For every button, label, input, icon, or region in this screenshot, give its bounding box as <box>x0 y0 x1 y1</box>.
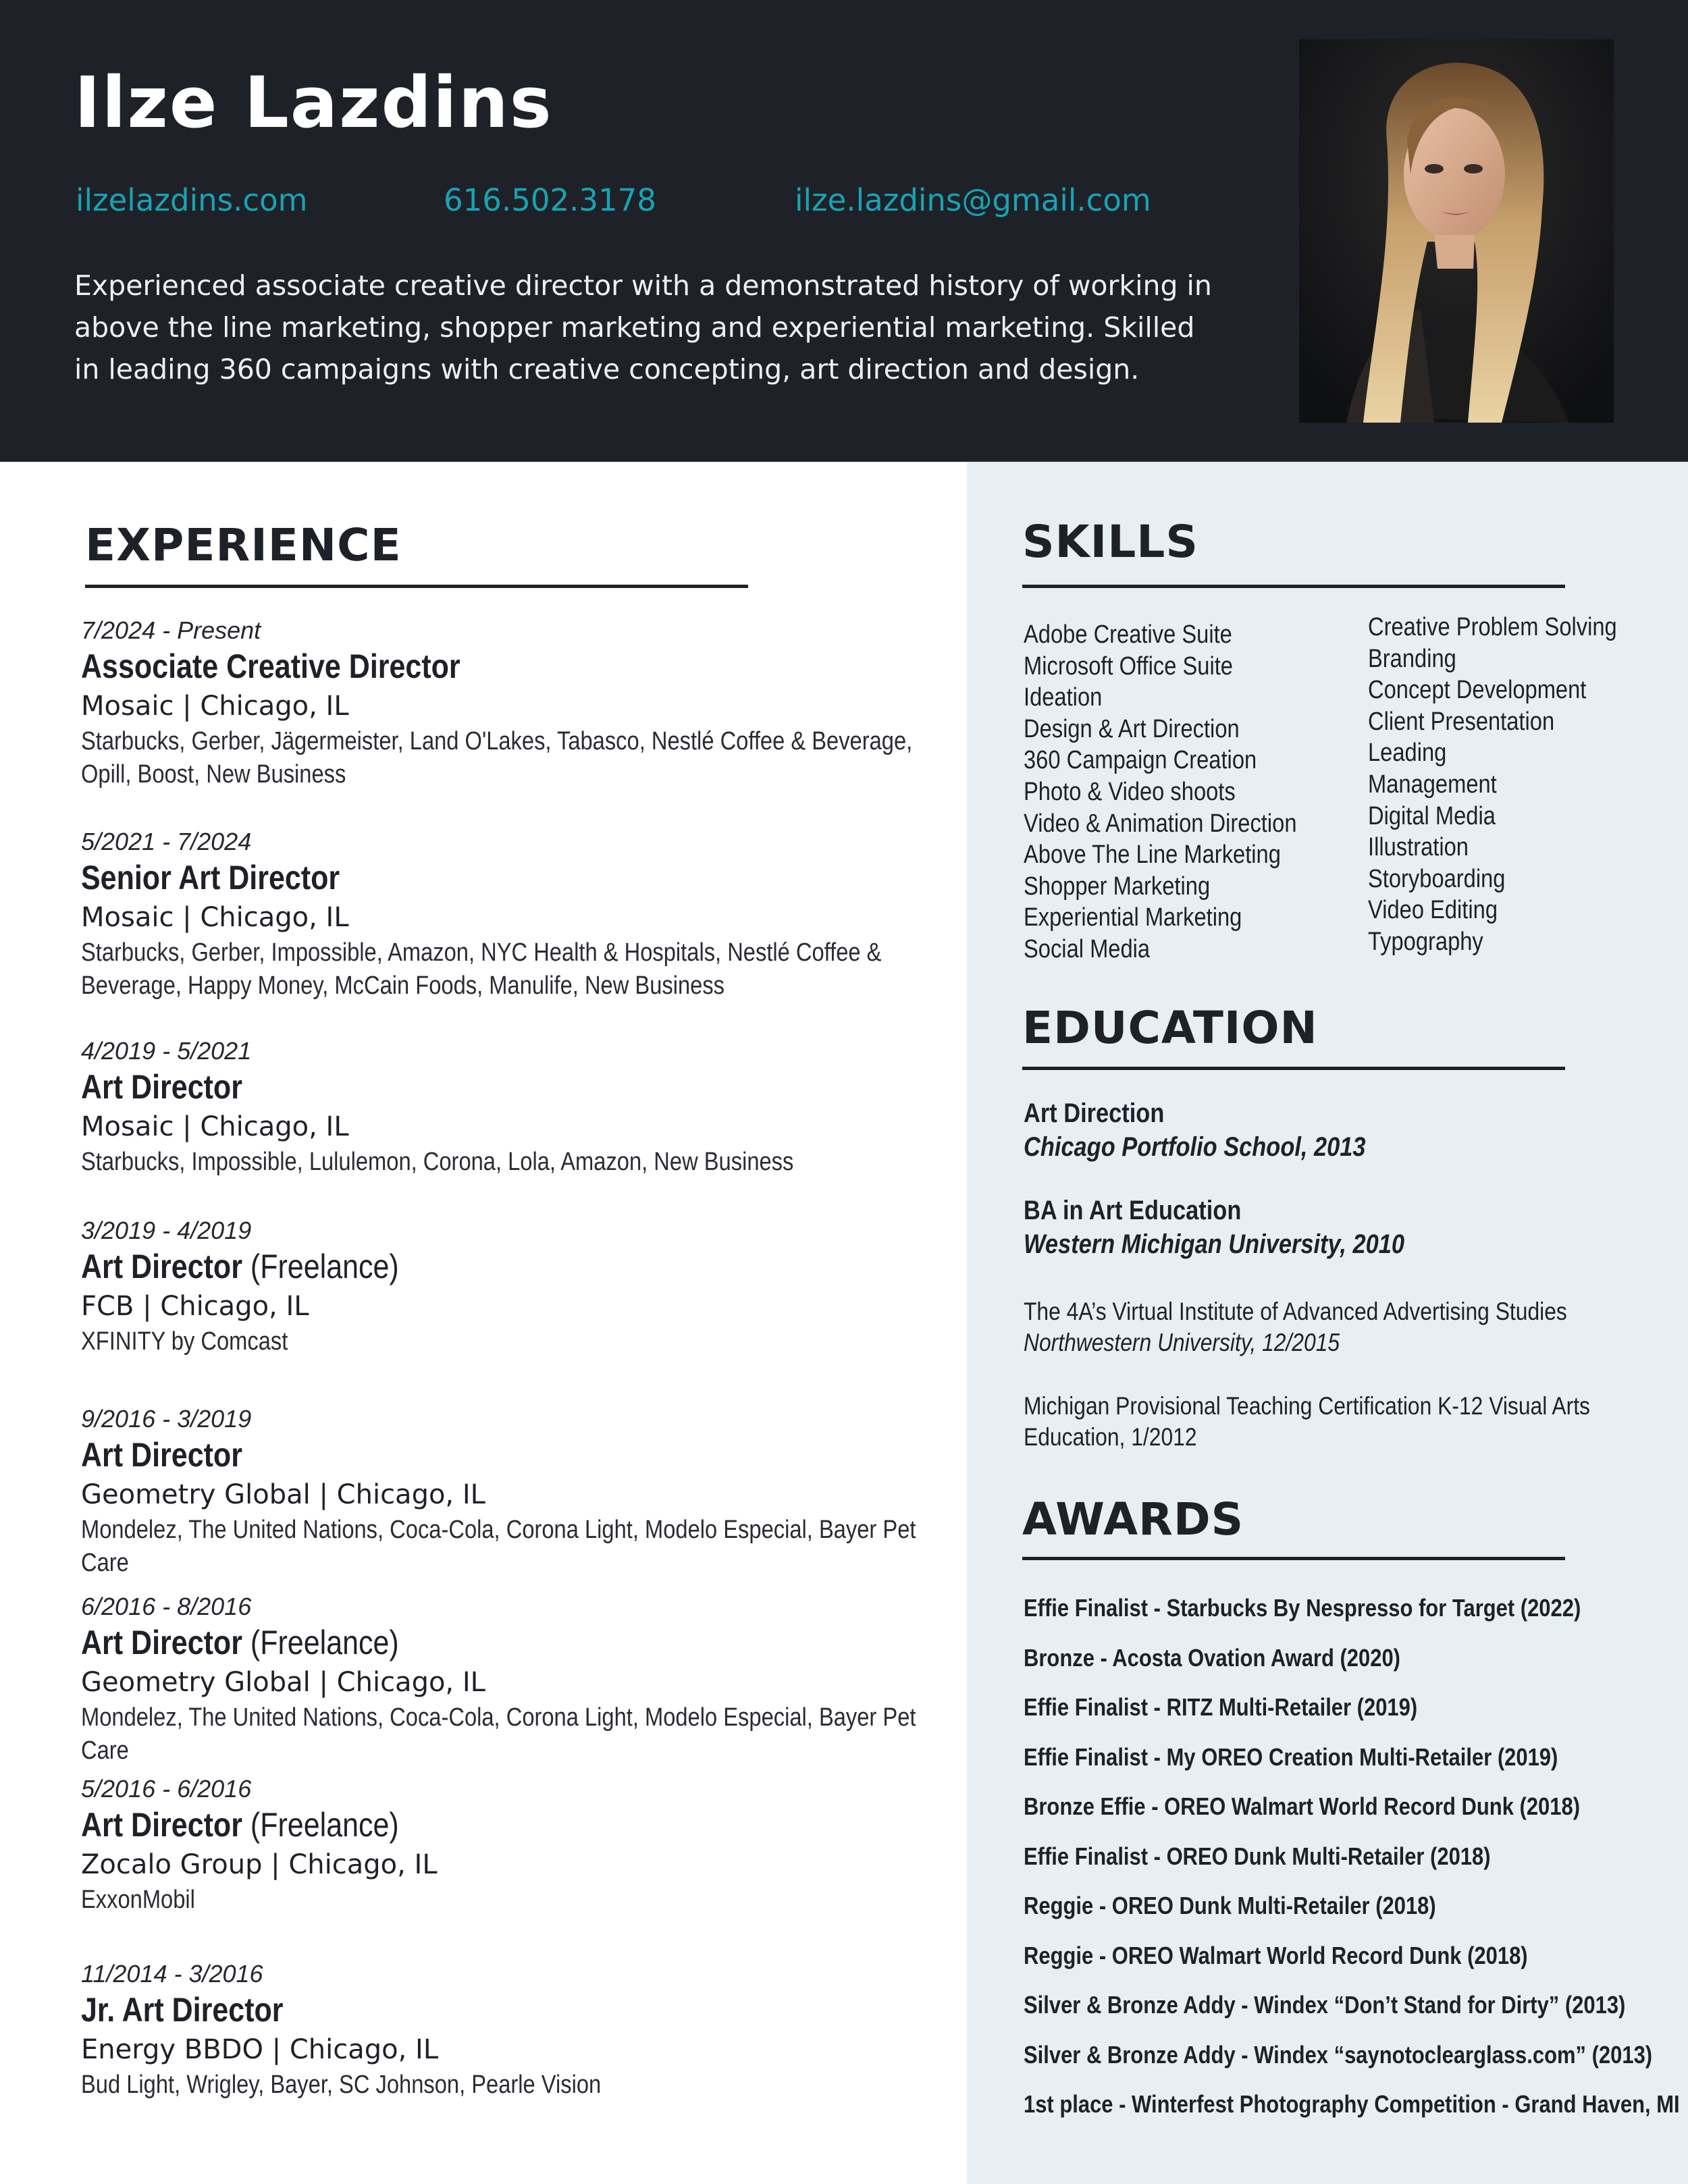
skills-heading: SKILLS <box>1022 516 1198 568</box>
job-company: Mosaic | Chicago, IL <box>81 902 349 933</box>
job-title: Art Director <box>81 1436 242 1474</box>
school-name: Chicago Portfolio School, 2013 <box>1024 1132 1366 1162</box>
job-title: Art Director <box>81 1068 242 1106</box>
skill-item: Adobe Creative Suite <box>1024 620 1232 649</box>
award-item: 1st place - Winterfest Photography Competition - Grand Haven, MI <box>1024 2090 1680 2118</box>
job-company: FCB | Chicago, IL <box>81 1291 309 1322</box>
skill-item: Digital Media <box>1368 801 1496 830</box>
job-title: Art Director (Freelance) <box>81 1624 399 1661</box>
job-date: 11/2014 - 3/2016 <box>81 1960 263 1988</box>
job-clients: Starbucks, Gerber, Jägermeister, Land O'Lakes, Tabasco, Nestlé Coffee & Beverage, Opill, Boost, New Business <box>81 727 913 789</box>
phone-number: 616.502.3178 <box>444 182 656 218</box>
skill-item: Photo & Video shoots <box>1024 777 1236 806</box>
job-title: Associate Creative Director <box>81 647 460 685</box>
experience-heading: EXPERIENCE <box>85 519 402 571</box>
job-clients: Mondelez, The United Nations, Coca-Cola, Corona Light, Modelo Especial, Bayer Pet Care <box>81 1516 916 1577</box>
degree-name: BA in Art Education <box>1024 1196 1242 1225</box>
skill-item: Design & Art Direction <box>1024 714 1240 743</box>
job-entry <box>81 1216 959 1358</box>
skill-item: Illustration <box>1368 833 1469 862</box>
skill-item: Experiential Marketing <box>1024 903 1242 932</box>
skill-item: Concept Development <box>1368 676 1587 705</box>
education-heading: EDUCATION <box>1022 1002 1318 1054</box>
job-date: 5/2021 - 7/2024 <box>81 828 252 855</box>
skills-list-right <box>1368 612 1658 958</box>
certification-entry <box>1024 1391 1658 1453</box>
certification-entry <box>1024 1296 1658 1358</box>
school-name: Western Michigan University, 2010 <box>1024 1229 1404 1259</box>
job-company: Geometry Global | Chicago, IL <box>81 1479 485 1510</box>
skills-divider <box>1022 585 1565 588</box>
skill-item: Ideation <box>1024 683 1103 712</box>
skill-item: Management <box>1368 770 1497 799</box>
degree-name: Art Direction <box>1024 1098 1165 1128</box>
job-title: Senior Art Director <box>81 859 340 897</box>
job-entry <box>81 1959 959 2102</box>
skill-item: Typography <box>1368 927 1483 956</box>
awards-divider <box>1022 1557 1565 1560</box>
skill-item: Microsoft Office Suite <box>1024 651 1233 681</box>
job-clients: ExxonMobil <box>81 1886 195 1914</box>
job-entry <box>81 827 959 1003</box>
award-item: Reggie - OREO Walmart World Record Dunk (2018) <box>1024 1941 1528 1969</box>
awards-list <box>1024 1583 1688 2129</box>
website-link[interactable]: ilzelazdins.com <box>76 182 308 218</box>
job-clients: Starbucks, Gerber, Impossible, Amazon, NYC Health & Hospitals, Nestlé Coffee & Beverage, Happy Money, McCain Foods, Manulife, New Business <box>81 938 882 1000</box>
skill-item: Above The Line Marketing <box>1024 841 1281 870</box>
education-entry <box>1024 1096 1658 1164</box>
job-entry <box>81 1592 959 1767</box>
job-date: 9/2016 - 3/2019 <box>81 1405 252 1433</box>
job-company: Mosaic | Chicago, IL <box>81 691 349 722</box>
award-item: Reggie - OREO Dunk Multi-Retailer (2018) <box>1024 1892 1436 1919</box>
job-date: 3/2019 - 4/2019 <box>81 1217 252 1244</box>
profile-summary: Experienced associate creative director with a demonstrated history of working in above the line marketing, shopper marketing and experiential marketing. Skilled in leading 360 campaigns with creative concepting, art direction and design. <box>74 269 1212 385</box>
job-company: Mosaic | Chicago, IL <box>81 1111 349 1142</box>
education-divider <box>1022 1067 1565 1070</box>
job-title: Art Director (Freelance) <box>81 1806 399 1844</box>
job-clients: Bud Light, Wrigley, Bayer, SC Johnson, Pearle Vision <box>81 2071 602 2099</box>
job-title: Art Director (Freelance) <box>81 1248 399 1285</box>
job-date: 6/2016 - 8/2016 <box>81 1593 252 1620</box>
skill-item: Video Editing <box>1368 896 1498 925</box>
job-clients: Starbucks, Impossible, Lululemon, Corona, Lola, Amazon, New Business <box>81 1148 794 1176</box>
skills-list-left <box>1024 619 1341 965</box>
skill-item: Client Presentation <box>1368 707 1555 736</box>
award-item: Effie Finalist - RITZ Multi-Retailer (2019) <box>1024 1693 1418 1721</box>
header-banner <box>0 0 1688 462</box>
award-item: Bronze Effie - OREO Walmart World Record Dunk (2018) <box>1024 1792 1581 1820</box>
job-clients: XFINITY by Comcast <box>81 1327 288 1356</box>
skill-item: Storyboarding <box>1368 864 1506 893</box>
certification-institution: Northwestern University, 12/2015 <box>1024 1329 1340 1356</box>
award-item: Effie Finalist - Starbucks By Nespresso for Target (2022) <box>1024 1594 1581 1622</box>
job-entry <box>81 616 959 791</box>
job-date: 5/2016 - 6/2016 <box>81 1775 252 1803</box>
certification-title: Michigan Provisional Teaching Certification K-12 Visual Arts Education, 1/2012 <box>1024 1392 1590 1451</box>
award-item: Silver & Bronze Addy - Windex “saynotoclearglass.com” (2013) <box>1024 2040 1653 2069</box>
job-company: Geometry Global | Chicago, IL <box>81 1667 485 1698</box>
email-link[interactable]: ilze.lazdins@gmail.com <box>795 182 1151 218</box>
resume-name: Ilze Lazdins <box>74 61 553 144</box>
job-company: Energy BBDO | Chicago, IL <box>81 2034 439 2065</box>
skill-item: Branding <box>1368 644 1456 673</box>
award-item: Effie Finalist - My OREO Creation Multi-Retailer (2019) <box>1024 1742 1558 1771</box>
job-entry <box>81 1404 959 1580</box>
job-entry <box>81 1774 959 1917</box>
job-date: 7/2024 - Present <box>81 616 261 644</box>
award-item: Silver & Bronze Addy - Windex “Don’t Stand for Dirty” (2013) <box>1024 1991 1626 2019</box>
skill-item: 360 Campaign Creation <box>1024 746 1257 775</box>
award-item: Bronze - Acosta Ovation Award (2020) <box>1024 1643 1400 1672</box>
award-item: Effie Finalist - OREO Dunk Multi-Retailer (2018) <box>1024 1842 1491 1870</box>
job-title: Jr. Art Director <box>81 1991 284 2029</box>
skill-item: Video & Animation Direction <box>1024 809 1297 838</box>
job-entry <box>81 1036 959 1179</box>
skill-item: Social Media <box>1024 934 1151 963</box>
education-entry <box>1024 1194 1658 1261</box>
awards-heading: AWARDS <box>1022 1493 1244 1545</box>
certification-title: The 4A’s Virtual Institute of Advanced Advertising Studies <box>1024 1298 1567 1325</box>
profile-photo <box>1299 39 1614 423</box>
job-company: Zocalo Group | Chicago, IL <box>81 1849 438 1880</box>
skill-item: Leading <box>1368 739 1447 768</box>
job-clients: Mondelez, The United Nations, Coca-Cola, Corona Light, Modelo Especial, Bayer Pet Care <box>81 1703 916 1765</box>
skill-item: Creative Problem Solving <box>1368 613 1617 641</box>
job-date: 4/2019 - 5/2021 <box>81 1037 252 1065</box>
skill-item: Shopper Marketing <box>1024 872 1211 901</box>
experience-divider <box>85 585 748 588</box>
